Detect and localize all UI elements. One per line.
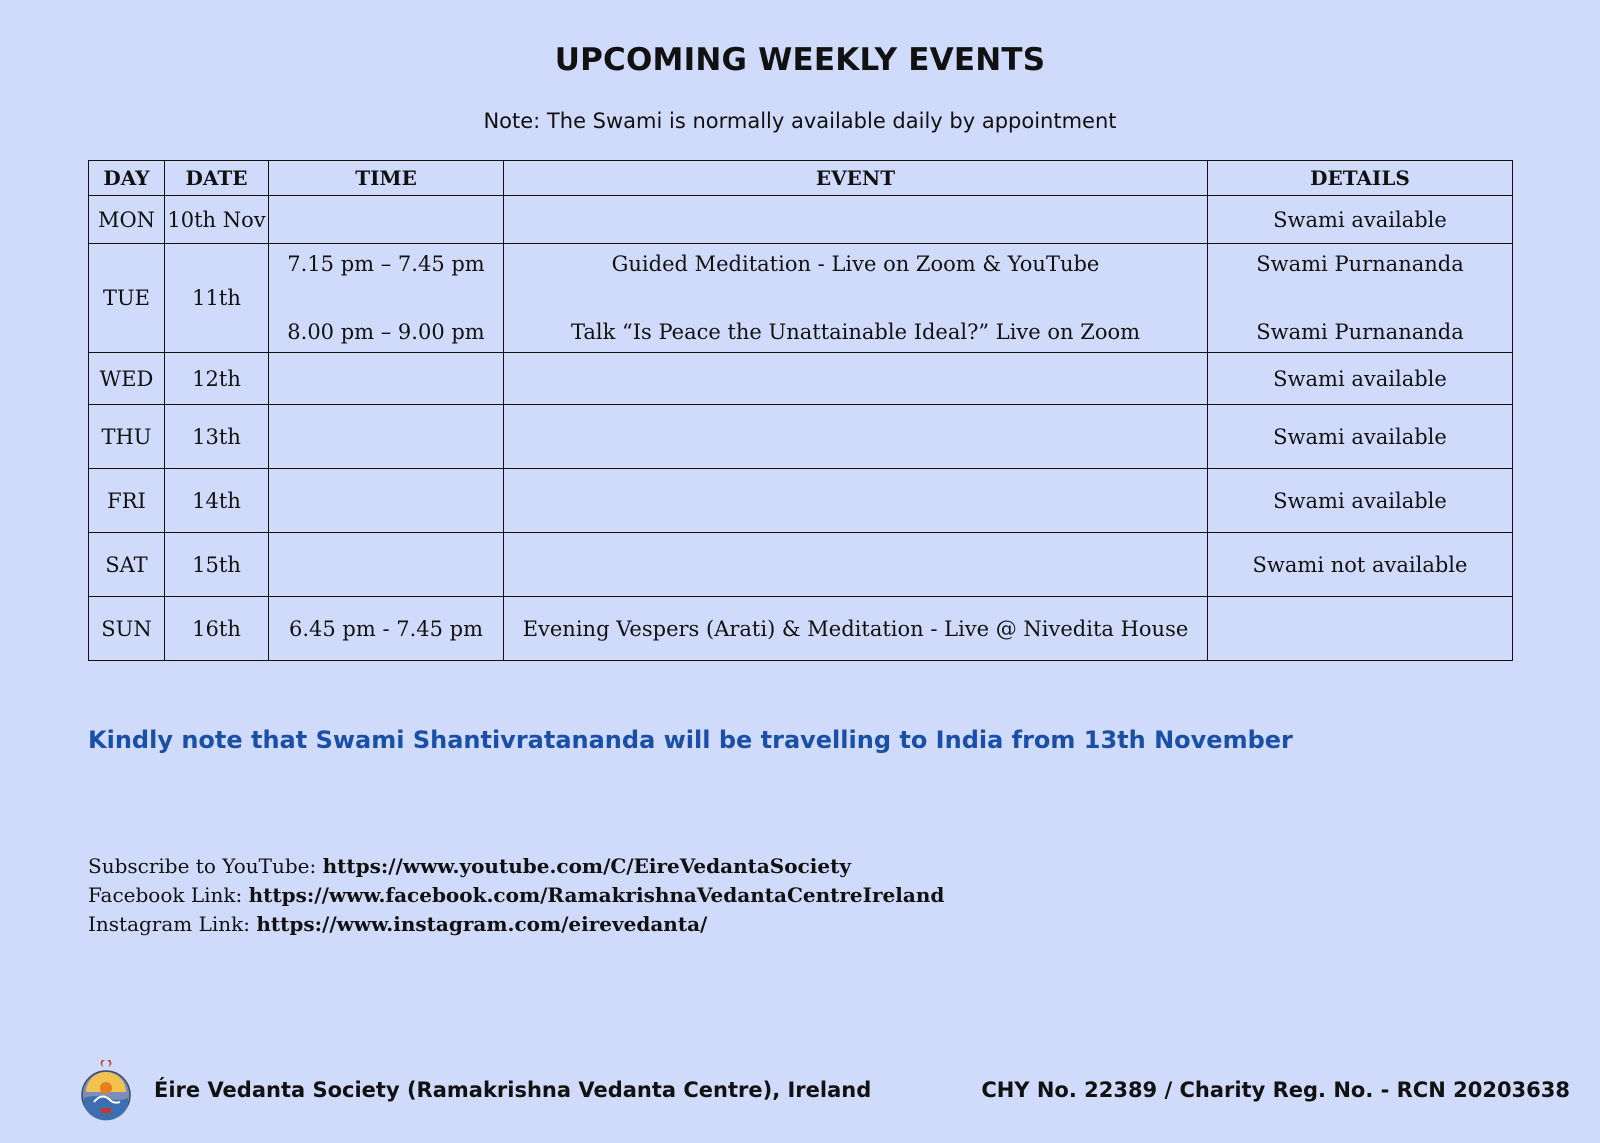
day-cell: SAT bbox=[89, 533, 165, 597]
header-day: DAY bbox=[89, 161, 165, 196]
details-entry: Swami Purnananda bbox=[1256, 320, 1464, 344]
table-row bbox=[89, 597, 1513, 661]
charity-registration: CHY No. 22389 / Charity Reg. No. - RCN 20203638 bbox=[981, 1078, 1570, 1102]
details-cell: Swami available bbox=[1208, 405, 1513, 469]
date-cell: 10th Nov bbox=[165, 196, 269, 244]
header-time: TIME bbox=[269, 161, 504, 196]
date-cell: 12th bbox=[165, 353, 269, 405]
availability-note: Note: The Swami is normally available daily by appointment bbox=[483, 109, 1117, 133]
youtube-link-line bbox=[88, 852, 944, 881]
day-cell: THU bbox=[89, 405, 165, 469]
organization-name: Éire Vedanta Society (Ramakrishna Vedanta Centre), Ireland bbox=[154, 1078, 872, 1102]
day-cell: TUE bbox=[89, 244, 165, 353]
details-cell: Swami not available bbox=[1208, 533, 1513, 597]
header-date: DATE bbox=[165, 161, 269, 196]
time-cell bbox=[269, 353, 504, 405]
table-row bbox=[89, 405, 1513, 469]
header-details: DETAILS bbox=[1208, 161, 1513, 196]
event-cell bbox=[504, 405, 1208, 469]
details-cell bbox=[1208, 597, 1513, 661]
table-row bbox=[89, 196, 1513, 244]
table-row bbox=[89, 533, 1513, 597]
event-cell: Evening Vespers (Arati) & Meditation - Live @ Nivedita House bbox=[504, 597, 1208, 661]
time-cell bbox=[269, 533, 504, 597]
time-cell: 6.45 pm - 7.45 pm bbox=[269, 597, 504, 661]
time-cell bbox=[269, 196, 504, 244]
facebook-link-label: Facebook Link: bbox=[88, 883, 249, 907]
instagram-link[interactable]: https://www.instagram.com/eirevedanta/ bbox=[256, 912, 708, 936]
facebook-link-line bbox=[88, 881, 944, 910]
social-links bbox=[88, 852, 944, 939]
event-cell bbox=[504, 196, 1208, 244]
travel-announcement: Kindly note that Swami Shantivratananda will be travelling to India from 13th November bbox=[88, 726, 1293, 754]
table-row bbox=[89, 244, 1513, 353]
date-cell: 13th bbox=[165, 405, 269, 469]
details-entry: Swami Purnananda bbox=[1256, 252, 1464, 276]
time-cell bbox=[269, 469, 504, 533]
instagram-link-line bbox=[88, 910, 944, 939]
table-header-row bbox=[89, 161, 1513, 196]
date-cell: 15th bbox=[165, 533, 269, 597]
details-cell bbox=[1208, 244, 1513, 353]
day-cell: FRI bbox=[89, 469, 165, 533]
time-entry: 7.15 pm – 7.45 pm bbox=[287, 252, 485, 276]
ramakrishna-emblem-icon bbox=[80, 1058, 132, 1122]
time-entry: 8.00 pm – 9.00 pm bbox=[287, 320, 485, 344]
details-cell: Swami available bbox=[1208, 353, 1513, 405]
date-cell: 14th bbox=[165, 469, 269, 533]
event-cell bbox=[504, 533, 1208, 597]
event-cell bbox=[504, 353, 1208, 405]
time-cell bbox=[269, 244, 504, 353]
event-cell bbox=[504, 469, 1208, 533]
event-cell bbox=[504, 244, 1208, 353]
details-cell: Swami available bbox=[1208, 196, 1513, 244]
date-cell: 11th bbox=[165, 244, 269, 353]
table-row bbox=[89, 469, 1513, 533]
footer-organization bbox=[80, 1058, 871, 1122]
event-entry: Guided Meditation - Live on Zoom & YouTube bbox=[611, 252, 1100, 276]
day-cell: WED bbox=[89, 353, 165, 405]
time-cell bbox=[269, 405, 504, 469]
table-row bbox=[89, 353, 1513, 405]
day-cell: MON bbox=[89, 196, 165, 244]
day-cell: SUN bbox=[89, 597, 165, 661]
details-cell: Swami available bbox=[1208, 469, 1513, 533]
events-table bbox=[88, 160, 1513, 661]
page-title: UPCOMING WEEKLY EVENTS bbox=[554, 42, 1046, 78]
facebook-link[interactable]: https://www.facebook.com/RamakrishnaVedantaCentreIreland bbox=[248, 883, 945, 907]
instagram-link-label: Instagram Link: bbox=[88, 912, 257, 936]
youtube-link[interactable]: https://www.youtube.com/C/EireVedantaSociety bbox=[322, 854, 851, 878]
event-entry: Talk “Is Peace the Unattainable Ideal?” Live on Zoom bbox=[570, 320, 1141, 344]
date-cell: 16th bbox=[165, 597, 269, 661]
header-event: EVENT bbox=[504, 161, 1208, 196]
youtube-link-label: Subscribe to YouTube: bbox=[88, 854, 323, 878]
